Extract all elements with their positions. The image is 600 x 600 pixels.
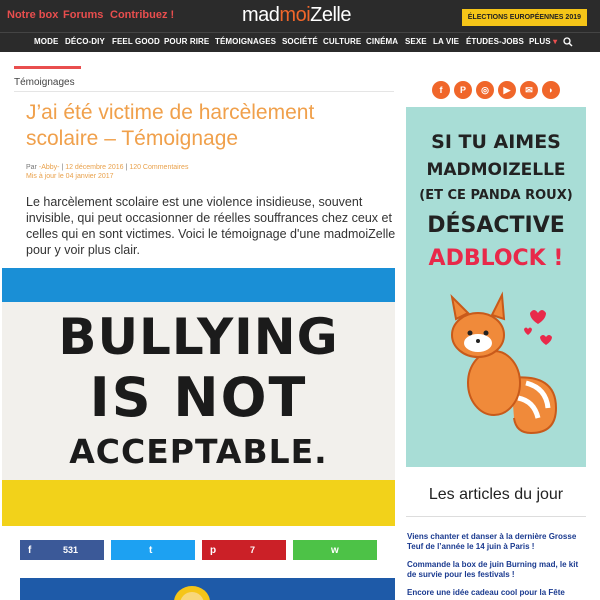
comments-link[interactable]: 120 Commentaires — [129, 164, 189, 171]
article-meta: Par -Abby- | 12 décembre 2016 | 120 Commentaires — [26, 164, 189, 171]
pinterest-icon: p — [210, 545, 217, 556]
mail-icon[interactable]: ✉ — [520, 81, 538, 99]
nav-plus-label: PLUS — [529, 37, 551, 46]
divider — [406, 516, 586, 517]
nav-item-etudes-jobs[interactable]: ÉTUDES-JOBS — [466, 37, 524, 46]
ad-text-line: SI TU AIMES — [431, 131, 561, 153]
hero-yellow-band — [2, 480, 395, 526]
nav-item-sexe[interactable]: SEXE — [405, 37, 427, 46]
red-panda-illustration — [406, 283, 586, 463]
ad-text-line: MADMOIZELLE — [426, 160, 566, 180]
nav-item-temoignages[interactable]: TÉMOIGNAGES — [215, 37, 277, 46]
article-title: J’ai été victime de harcèlement scolaire – Témoignage — [26, 101, 315, 150]
pinterest-share-button[interactable] — [202, 540, 286, 560]
nav-item-feel-good[interactable]: FEEL GOOD — [112, 37, 160, 46]
illustration-preview — [20, 578, 395, 600]
category-bar — [14, 66, 81, 69]
hero-text-line: BULLYING — [58, 308, 339, 366]
article-image-teaser — [20, 578, 395, 600]
elections-button[interactable]: ÉLECTIONS EUROPÉENNES 2019 — [462, 9, 587, 26]
twitter-share-button[interactable] — [111, 540, 195, 560]
youtube-icon[interactable]: ▶ — [498, 81, 516, 99]
nav-item-societe[interactable]: SOCIÉTÉ — [282, 37, 318, 46]
hero-sign — [2, 302, 395, 482]
category-link[interactable]: Témoignages — [14, 77, 75, 88]
search-icon[interactable] — [563, 37, 573, 47]
adblock-notice — [406, 107, 586, 467]
facebook-icon: f — [28, 545, 32, 556]
article-link[interactable]: Viens chanter et danser à la dernière Grosse Teuf de l’année le 14 juin à Paris ! — [407, 532, 577, 551]
logo-part-moi: moi — [279, 4, 311, 26]
publish-date: 12 décembre 2016 — [65, 164, 124, 171]
hero-text-line: ACCEPTABLE. — [69, 432, 328, 471]
whatsapp-share-button[interactable] — [293, 540, 377, 560]
nav-item-la-vie[interactable]: LA VIE — [433, 37, 460, 46]
articles-du-jour-title: Les articles du jour — [428, 486, 564, 503]
share-count: 7 — [250, 545, 256, 555]
hero-text-line: IS NOT — [89, 366, 308, 429]
site-logo[interactable] — [242, 4, 351, 27]
chevron-down-icon: ▾ — [553, 37, 558, 46]
nav-item-deco-diy[interactable]: DÉCO-DIY — [65, 37, 105, 46]
ad-text-line: DÉSACTIVE — [427, 213, 565, 238]
ad-text-line: (ET CE PANDA ROUX) — [419, 188, 573, 203]
forums-link[interactable]: Forums — [63, 9, 104, 21]
top-bar — [0, 0, 600, 32]
logo-part-zelle: Zelle — [310, 4, 351, 26]
by-label: Par — [26, 164, 37, 171]
instagram-icon[interactable]: ◎ — [476, 81, 494, 99]
ad-text-line: ADBLOCK ! — [428, 246, 564, 271]
main-nav — [0, 32, 600, 52]
nav-item-plus[interactable] — [529, 37, 557, 46]
nav-item-culture[interactable]: CULTURE — [323, 37, 362, 46]
notre-box-link[interactable]: Notre box — [7, 9, 59, 21]
hero-image — [2, 268, 395, 526]
nav-item-mode[interactable]: MODE — [34, 37, 59, 46]
article-link[interactable]: Commande la box de juin Burning mad, le kit de survie pour les festivals ! — [407, 560, 579, 579]
facebook-share-button[interactable] — [20, 540, 104, 560]
divider — [14, 91, 394, 92]
author-link[interactable]: -Abby- — [38, 164, 60, 171]
updated-date: Mis à jour le 04 janvier 2017 — [26, 173, 114, 180]
share-count: 531 — [63, 545, 79, 555]
facebook-icon[interactable]: f — [432, 81, 450, 99]
twitter-icon: t — [149, 545, 153, 556]
nav-item-cinema[interactable]: CINÉMA — [366, 37, 399, 46]
whatsapp-icon: w — [331, 545, 339, 556]
logo-part-mad: mad — [242, 4, 280, 26]
rss-icon[interactable]: ◗ — [542, 81, 560, 99]
nav-item-pour-rire[interactable]: POUR RIRE — [164, 37, 210, 46]
article-lede: Le harcèlement scolaire est une violence insidieuse, souvent invisible, qui peut occasionner de réelles souffrances chez ceux et celles qui en sont victimes. Voici le témoignage d'une madmoiZelle pour y voir plus clair. — [26, 195, 396, 257]
pinterest-icon[interactable]: P — [454, 81, 472, 99]
contribuez-link[interactable]: Contribuez ! — [110, 9, 175, 21]
article-link[interactable]: Encore une idée cadeau cool pour la Fête — [407, 588, 565, 597]
